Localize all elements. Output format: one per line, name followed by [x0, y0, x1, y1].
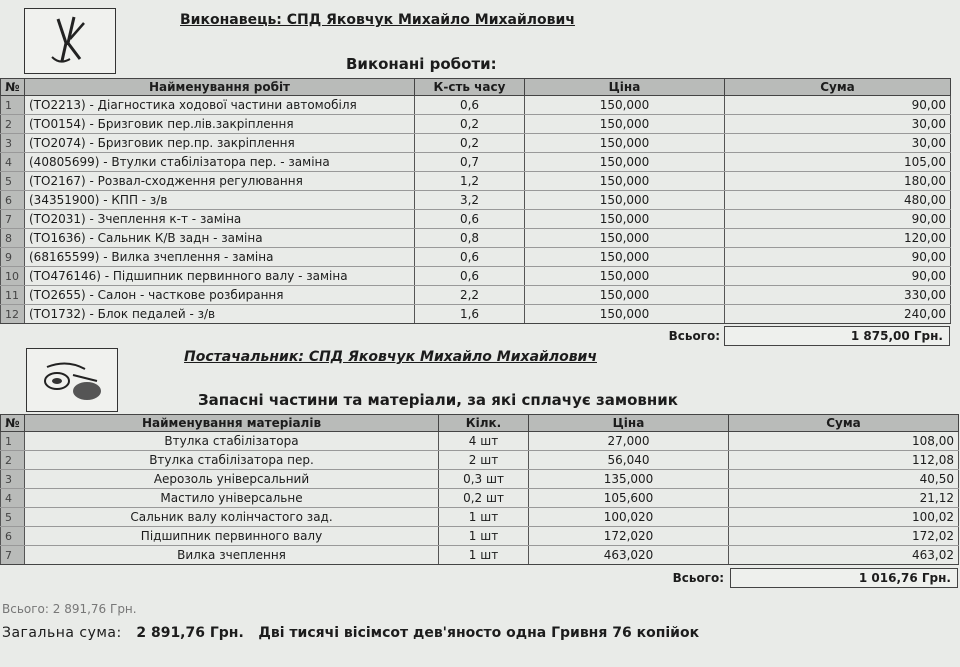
- item-price: 172,020: [529, 527, 729, 546]
- item-price: 105,600: [529, 489, 729, 508]
- table-row: [1, 134, 951, 153]
- item-sum: 180,00: [725, 172, 951, 191]
- row-number: 1: [1, 432, 25, 451]
- materials-total-value: 1 016,76 Грн.: [730, 568, 958, 588]
- table-row: [1, 546, 959, 565]
- item-qty: 1 шт: [439, 508, 529, 527]
- item-name: Мастило універсальне: [25, 489, 439, 508]
- item-sum: 463,02: [729, 546, 959, 565]
- materials-header-row: [1, 415, 959, 432]
- item-price: 150,000: [525, 229, 725, 248]
- item-price: 100,020: [529, 508, 729, 527]
- table-row: [1, 210, 951, 229]
- subtotal-line: Всього: 2 891,76 Грн.: [2, 602, 137, 616]
- materials-title: Запасні частини та матеріали, за які сплачує замовник: [198, 391, 678, 409]
- item-qty: 0,6: [415, 267, 525, 286]
- col-name: Найменування матеріалів: [25, 415, 439, 432]
- row-number: 5: [1, 508, 25, 527]
- item-qty: 0,7: [415, 153, 525, 172]
- item-name: (ТО1636) - Сальник К/В задн - заміна: [25, 229, 415, 248]
- item-qty: 0,6: [415, 210, 525, 229]
- row-number: 8: [1, 229, 25, 248]
- item-price: 150,000: [525, 115, 725, 134]
- col-price: Ціна: [529, 415, 729, 432]
- materials-total-label: Всього:: [672, 571, 724, 585]
- item-sum: 108,00: [729, 432, 959, 451]
- item-qty: 1,6: [415, 305, 525, 324]
- item-sum: 90,00: [725, 210, 951, 229]
- table-row: [1, 451, 959, 470]
- item-price: 150,000: [525, 96, 725, 115]
- item-name: Підшипник первинного валу: [25, 527, 439, 546]
- item-name: (ТО2655) - Салон - часткове розбирання: [25, 286, 415, 305]
- item-sum: 120,00: [725, 229, 951, 248]
- item-name: (ТО2074) - Бризговик пер.пр. закріплення: [25, 134, 415, 153]
- works-table: [0, 78, 951, 324]
- table-row: [1, 470, 959, 489]
- item-name: Сальник валу колінчастого зад.: [25, 508, 439, 527]
- item-sum: 330,00: [725, 286, 951, 305]
- item-price: 150,000: [525, 134, 725, 153]
- materials-table: [0, 414, 959, 565]
- table-row: [1, 305, 951, 324]
- row-number: 5: [1, 172, 25, 191]
- contractor-logo: [24, 8, 116, 74]
- row-number: 2: [1, 451, 25, 470]
- item-name: Вилка зчеплення: [25, 546, 439, 565]
- table-row: [1, 527, 959, 546]
- row-number: 4: [1, 153, 25, 172]
- works-total-value: 1 875,00 Грн.: [724, 326, 950, 346]
- item-qty: 3,2: [415, 191, 525, 210]
- row-number: 7: [1, 210, 25, 229]
- item-qty: 2 шт: [439, 451, 529, 470]
- item-name: (ТО2167) - Розвал-сходження регулювання: [25, 172, 415, 191]
- item-qty: 0,6: [415, 248, 525, 267]
- col-name: Найменування робіт: [25, 79, 415, 96]
- item-sum: 90,00: [725, 248, 951, 267]
- item-sum: 172,02: [729, 527, 959, 546]
- item-qty: 1 шт: [439, 527, 529, 546]
- table-row: [1, 229, 951, 248]
- item-name: (ТО1732) - Блок педалей - з/в: [25, 305, 415, 324]
- pliers-tools-icon: [40, 13, 100, 69]
- item-sum: 40,50: [729, 470, 959, 489]
- table-row: [1, 432, 959, 451]
- item-price: 150,000: [525, 191, 725, 210]
- item-qty: 0,2: [415, 134, 525, 153]
- item-sum: 21,12: [729, 489, 959, 508]
- contractor-heading: Виконавець: СПД Яковчук Михайло Михайлович: [180, 12, 575, 28]
- item-price: 150,000: [525, 210, 725, 229]
- grand-total-label: Загальна сума:: [2, 625, 122, 641]
- grand-total-line: [2, 625, 699, 641]
- works-title: Виконані роботи:: [346, 55, 497, 73]
- works-total-label: Всього:: [668, 329, 720, 343]
- car-parts-icon: [37, 355, 107, 405]
- item-sum: 90,00: [725, 96, 951, 115]
- item-price: 135,000: [529, 470, 729, 489]
- item-price: 150,000: [525, 248, 725, 267]
- supplier-logo: [26, 348, 118, 412]
- item-name: Втулка стабілізатора пер.: [25, 451, 439, 470]
- item-name: Аерозоль універсальний: [25, 470, 439, 489]
- row-number: 1: [1, 96, 25, 115]
- table-row: [1, 115, 951, 134]
- row-number: 4: [1, 489, 25, 508]
- table-row: [1, 153, 951, 172]
- item-qty: 0,6: [415, 96, 525, 115]
- col-number: №: [1, 79, 25, 96]
- item-price: 27,000: [529, 432, 729, 451]
- item-name: (ТО476146) - Підшипник первинного валу - заміна: [25, 267, 415, 286]
- table-row: [1, 267, 951, 286]
- item-qty: 0,3 шт: [439, 470, 529, 489]
- col-sum: Сума: [725, 79, 951, 96]
- row-number: 10: [1, 267, 25, 286]
- item-name: (34351900) - КПП - з/в: [25, 191, 415, 210]
- row-number: 7: [1, 546, 25, 565]
- row-number: 6: [1, 191, 25, 210]
- item-name: (ТО2031) - Зчеплення к-т - заміна: [25, 210, 415, 229]
- item-qty: 1,2: [415, 172, 525, 191]
- col-qty: К-сть часу: [415, 79, 525, 96]
- table-row: [1, 248, 951, 267]
- item-qty: 4 шт: [439, 432, 529, 451]
- grand-total-words: Дві тисячі вісімсот дев'яносто одна Гривня 76 копійок: [258, 625, 700, 641]
- item-price: 150,000: [525, 267, 725, 286]
- item-qty: 0,2 шт: [439, 489, 529, 508]
- col-qty: Кілк.: [439, 415, 529, 432]
- item-name: Втулка стабілізатора: [25, 432, 439, 451]
- item-qty: 1 шт: [439, 546, 529, 565]
- item-sum: 30,00: [725, 115, 951, 134]
- row-number: 3: [1, 470, 25, 489]
- item-name: (68165599) - Вилка зчеплення - заміна: [25, 248, 415, 267]
- item-price: 150,000: [525, 172, 725, 191]
- col-price: Ціна: [525, 79, 725, 96]
- row-number: 11: [1, 286, 25, 305]
- table-row: [1, 508, 959, 527]
- row-number: 9: [1, 248, 25, 267]
- grand-total-value: 2 891,76 Грн.: [136, 625, 244, 641]
- item-name: (40805699) - Втулки стабілізатора пер. - заміна: [25, 153, 415, 172]
- item-price: 150,000: [525, 153, 725, 172]
- item-qty: 2,2: [415, 286, 525, 305]
- item-price: 150,000: [525, 286, 725, 305]
- item-sum: 240,00: [725, 305, 951, 324]
- item-qty: 0,8: [415, 229, 525, 248]
- row-number: 6: [1, 527, 25, 546]
- row-number: 3: [1, 134, 25, 153]
- col-number: №: [1, 415, 25, 432]
- item-name: (ТО2213) - Діагностика ходової частини автомобіля: [25, 96, 415, 115]
- table-row: [1, 191, 951, 210]
- item-price: 56,040: [529, 451, 729, 470]
- item-sum: 480,00: [725, 191, 951, 210]
- row-number: 2: [1, 115, 25, 134]
- item-name: (ТО0154) - Бризговик пер.лів.закріплення: [25, 115, 415, 134]
- item-price: 463,020: [529, 546, 729, 565]
- row-number: 12: [1, 305, 25, 324]
- table-row: [1, 286, 951, 305]
- col-sum: Сума: [729, 415, 959, 432]
- item-price: 150,000: [525, 305, 725, 324]
- table-row: [1, 172, 951, 191]
- item-qty: 0,2: [415, 115, 525, 134]
- table-row: [1, 96, 951, 115]
- table-row: [1, 489, 959, 508]
- item-sum: 112,08: [729, 451, 959, 470]
- item-sum: 90,00: [725, 267, 951, 286]
- item-sum: 30,00: [725, 134, 951, 153]
- works-header-row: [1, 79, 951, 96]
- item-sum: 105,00: [725, 153, 951, 172]
- item-sum: 100,02: [729, 508, 959, 527]
- supplier-heading: Постачальник: СПД Яковчук Михайло Михайлович: [184, 349, 597, 365]
